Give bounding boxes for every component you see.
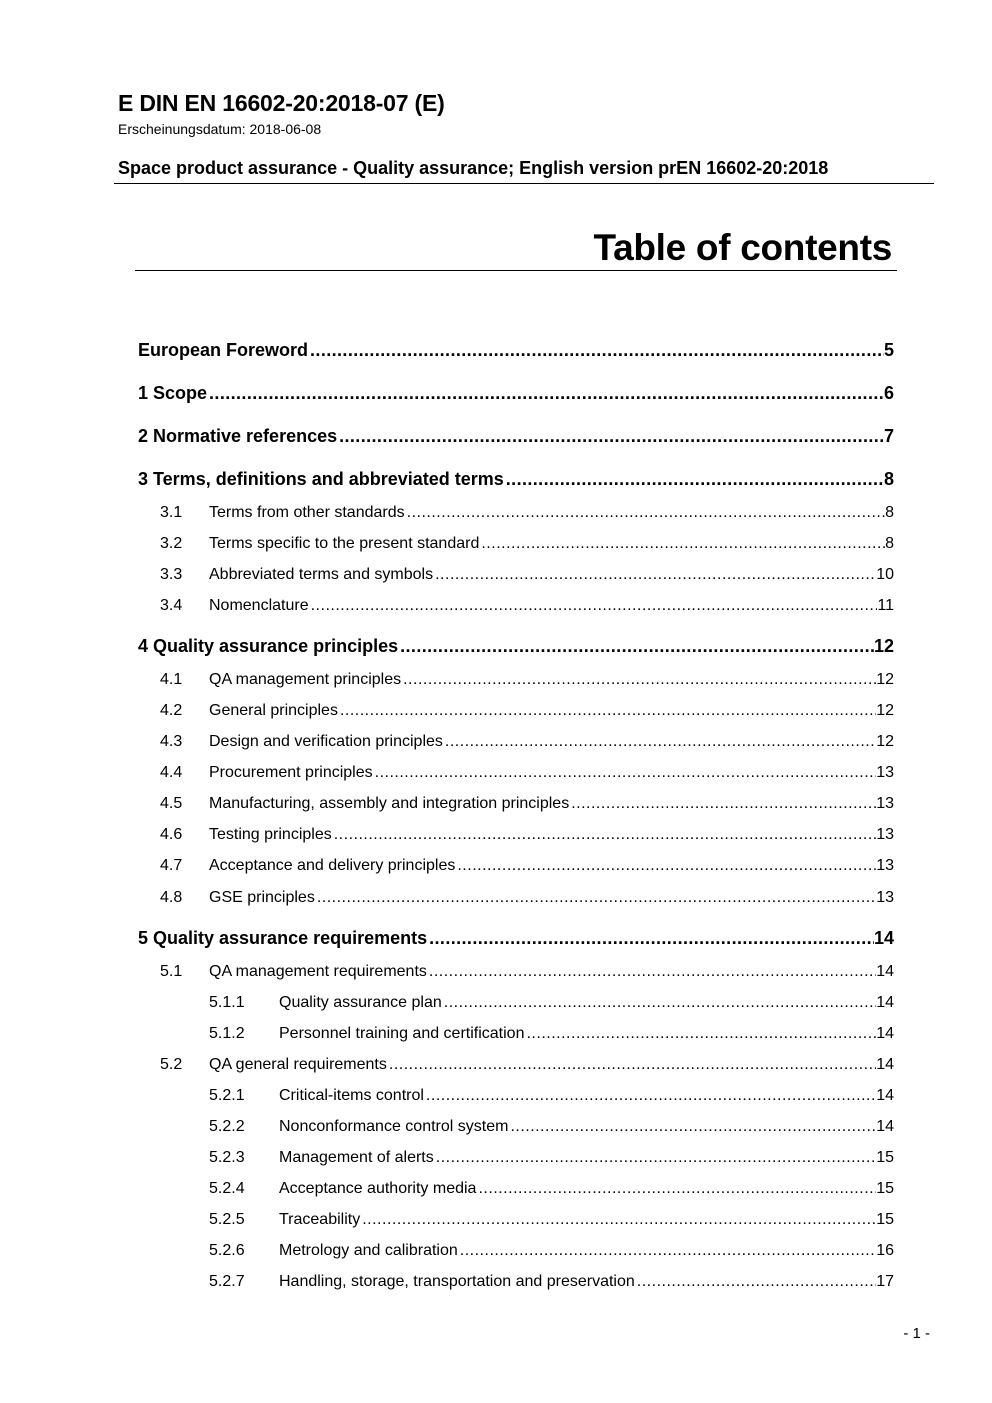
toc-dot-leader	[481, 535, 885, 553]
toc-entry[interactable]	[0, 1211, 992, 1229]
toc-entry[interactable]	[0, 1118, 992, 1136]
toc-entry-title: 1 Scope	[138, 383, 208, 403]
toc-entry-number: 5.2.1	[209, 1087, 245, 1104]
toc-entry-page: 10	[876, 566, 894, 583]
toc-dot-leader	[340, 702, 876, 720]
toc-entry-title: European Foreword	[138, 340, 309, 360]
toc-dot-leader	[311, 597, 878, 615]
toc-entry-title: QA general requirements	[209, 1056, 387, 1073]
toc-entry[interactable]	[0, 597, 992, 615]
toc-entry[interactable]	[0, 1149, 992, 1167]
toc-entry-number: 3.3	[160, 566, 183, 583]
toc-dot-leader	[445, 733, 876, 751]
toc-entry-page: 14	[876, 1087, 894, 1104]
toc-entry[interactable]	[0, 1273, 992, 1291]
toc-entry-page: 13	[876, 764, 894, 781]
toc-entry-title: Testing principles	[209, 826, 332, 843]
toc-entry-page: 15	[876, 1149, 894, 1166]
toc-entry-title: Abbreviated terms and symbols	[209, 566, 434, 583]
toc-dot-leader	[403, 671, 876, 689]
toc-entry-title: Quality assurance plan	[279, 994, 442, 1011]
toc-entry-title: Design and verification principles	[209, 733, 443, 750]
toc-entry-number: 5.2.4	[209, 1180, 245, 1197]
toc-dot-leader	[460, 1242, 876, 1260]
toc-dot-leader	[435, 566, 876, 584]
toc-entry-number: 4.3	[160, 733, 183, 750]
toc-dot-leader	[426, 1087, 876, 1105]
toc-dot-leader	[444, 994, 876, 1012]
toc-dot-leader	[478, 1180, 876, 1198]
toc-entry[interactable]	[0, 733, 992, 751]
toc-entry[interactable]	[0, 426, 992, 447]
toc-entry-title: Terms from other standards	[209, 504, 405, 521]
header-rule	[114, 183, 934, 184]
toc-dot-leader	[362, 1211, 876, 1229]
toc-entry[interactable]	[0, 963, 992, 981]
toc-dot-leader	[389, 1056, 876, 1074]
toc-dot-leader	[429, 963, 876, 981]
toc-entry-page: 14	[873, 928, 894, 948]
toc-entry-title: Traceability	[279, 1211, 361, 1228]
toc-entry-page: 13	[876, 857, 894, 874]
toc-dot-leader	[400, 636, 874, 657]
toc-entry[interactable]	[0, 340, 992, 361]
toc-entry-page: 8	[883, 469, 894, 489]
toc-entry[interactable]	[0, 1242, 992, 1260]
toc-heading: Table of contents	[593, 227, 892, 268]
toc-entry-page: 15	[876, 1211, 894, 1228]
toc-entry-title: GSE principles	[209, 889, 315, 906]
toc-entry-page: 14	[876, 963, 894, 980]
toc-entry-title: Acceptance and delivery principles	[209, 857, 456, 874]
toc-entry-title: Manufacturing, assembly and integration principles	[209, 795, 570, 812]
toc-entry-page: 16	[876, 1242, 894, 1259]
toc-entry[interactable]	[0, 994, 992, 1012]
toc-entry-number: 4.2	[160, 702, 183, 719]
toc-entry[interactable]	[0, 826, 992, 844]
toc-dot-leader	[457, 857, 876, 875]
toc-heading-rule	[135, 270, 897, 271]
toc-dot-leader	[506, 469, 884, 490]
toc-entry[interactable]	[0, 795, 992, 813]
toc-entry-page: 13	[876, 795, 894, 812]
toc-entry-page: 8	[885, 535, 894, 552]
toc-entry-title: Critical-items control	[279, 1087, 424, 1104]
toc-entry-number: 5.2.6	[209, 1242, 245, 1259]
toc-entry-title: 5 Quality assurance requirements	[138, 928, 428, 948]
toc-entry-number: 5.2	[160, 1056, 183, 1073]
toc-entry-number: 5.2.3	[209, 1149, 245, 1166]
toc-entry[interactable]	[0, 504, 992, 522]
toc-entry-page: 13	[876, 889, 894, 906]
toc-entry-page: 12	[876, 671, 894, 688]
toc-entry-page: 12	[876, 733, 894, 750]
toc-dot-leader	[334, 826, 876, 844]
toc-entry-number: 4.8	[160, 889, 183, 906]
toc-dot-leader	[375, 764, 877, 782]
toc-entry-title: Handling, storage, transportation and preservation	[279, 1273, 635, 1290]
toc-entry[interactable]	[0, 469, 992, 490]
toc-dot-leader	[436, 1149, 876, 1167]
toc-entry-page: 12	[873, 636, 894, 656]
toc-dot-leader	[571, 795, 876, 813]
toc-entry[interactable]	[0, 857, 992, 875]
toc-entry-page: 8	[885, 504, 894, 521]
toc-entry-title: Personnel training and certification	[279, 1025, 525, 1042]
toc-entry-title: Metrology and calibration	[279, 1242, 458, 1259]
toc-dot-leader	[310, 340, 884, 361]
toc-entry-number: 4.5	[160, 795, 183, 812]
toc-entry[interactable]	[0, 1087, 992, 1105]
toc-entry[interactable]	[0, 1025, 992, 1043]
publication-date: Erscheinungsdatum: 2018-06-08	[118, 121, 322, 137]
toc-entry-title: 4 Quality assurance principles	[138, 636, 399, 656]
toc-entry[interactable]	[0, 889, 992, 907]
toc-entry-title: General principles	[209, 702, 338, 719]
toc-entry-number: 4.6	[160, 826, 183, 843]
toc-entry-title: Terms specific to the present standard	[209, 535, 480, 552]
toc-entry[interactable]	[0, 383, 992, 404]
toc-entry-title: 3 Terms, definitions and abbreviated terms	[138, 469, 504, 489]
toc-entry[interactable]	[0, 535, 992, 553]
toc-entry-page: 13	[876, 826, 894, 843]
toc-entry[interactable]	[0, 928, 992, 949]
toc-dot-leader	[339, 426, 884, 447]
toc-entry-number: 5.2.5	[209, 1211, 245, 1228]
toc-entry[interactable]	[0, 636, 992, 657]
toc-entry-title: Acceptance authority media	[279, 1180, 477, 1197]
doc-code: E DIN EN 16602-20:2018-07 (E)	[118, 90, 445, 116]
toc-entry-number: 3.4	[160, 597, 183, 614]
toc-entry[interactable]	[0, 1180, 992, 1198]
toc-entry[interactable]	[0, 764, 992, 782]
toc-entry-page: 17	[876, 1273, 894, 1290]
toc-dot-leader	[637, 1273, 876, 1291]
toc-entry[interactable]	[0, 1056, 992, 1074]
toc-entry-number: 4.7	[160, 857, 183, 874]
toc-entry-number: 4.1	[160, 671, 183, 688]
toc-entry-page: 6	[883, 383, 894, 403]
toc-entry-number: 5.2.2	[209, 1118, 245, 1135]
toc-entry-page: 7	[883, 426, 894, 446]
toc-entry-number: 4.4	[160, 764, 183, 781]
toc-entry-page: 15	[876, 1180, 894, 1197]
page-number: - 1 -	[903, 1325, 930, 1342]
toc-entry-number: 3.2	[160, 535, 183, 552]
toc-entry-page: 5	[883, 340, 894, 360]
document-title: Space product assurance - Quality assurance; English version prEN 16602-20:2018	[118, 158, 829, 178]
toc-entry-number: 5.1.1	[209, 994, 245, 1011]
toc-entry-page: 14	[876, 1118, 894, 1135]
toc-entry-title: 2 Normative references	[138, 426, 338, 446]
toc-dot-leader	[526, 1025, 876, 1043]
toc-entry-page: 14	[876, 1056, 894, 1073]
toc-dot-leader	[429, 928, 874, 949]
toc-entry-number: 5.2.7	[209, 1273, 245, 1290]
toc-entry-page: 14	[876, 1025, 894, 1042]
toc-entry[interactable]	[0, 702, 992, 720]
toc-entry-title: Nomenclature	[209, 597, 309, 614]
toc-entry-number: 3.1	[160, 504, 183, 521]
toc-entry[interactable]	[0, 671, 992, 689]
toc-entry-number: 5.1.2	[209, 1025, 245, 1042]
toc-dot-leader	[407, 504, 885, 522]
toc-entry-number: 5.1	[160, 963, 183, 980]
toc-entry-title: Management of alerts	[279, 1149, 434, 1166]
toc-dot-leader	[209, 383, 884, 404]
toc-dot-leader	[510, 1118, 876, 1136]
toc-entry-page: 14	[876, 994, 894, 1011]
toc-entry-title: QA management requirements	[209, 963, 427, 980]
toc-entry-page: 12	[876, 702, 894, 719]
toc-entry-page: 11	[877, 597, 894, 614]
toc-entry-title: Procurement principles	[209, 764, 373, 781]
toc-dot-leader	[317, 889, 876, 907]
toc-entry[interactable]	[0, 566, 992, 584]
toc-entry-title: QA management principles	[209, 671, 402, 688]
toc-entry-title: Nonconformance control system	[279, 1118, 509, 1135]
